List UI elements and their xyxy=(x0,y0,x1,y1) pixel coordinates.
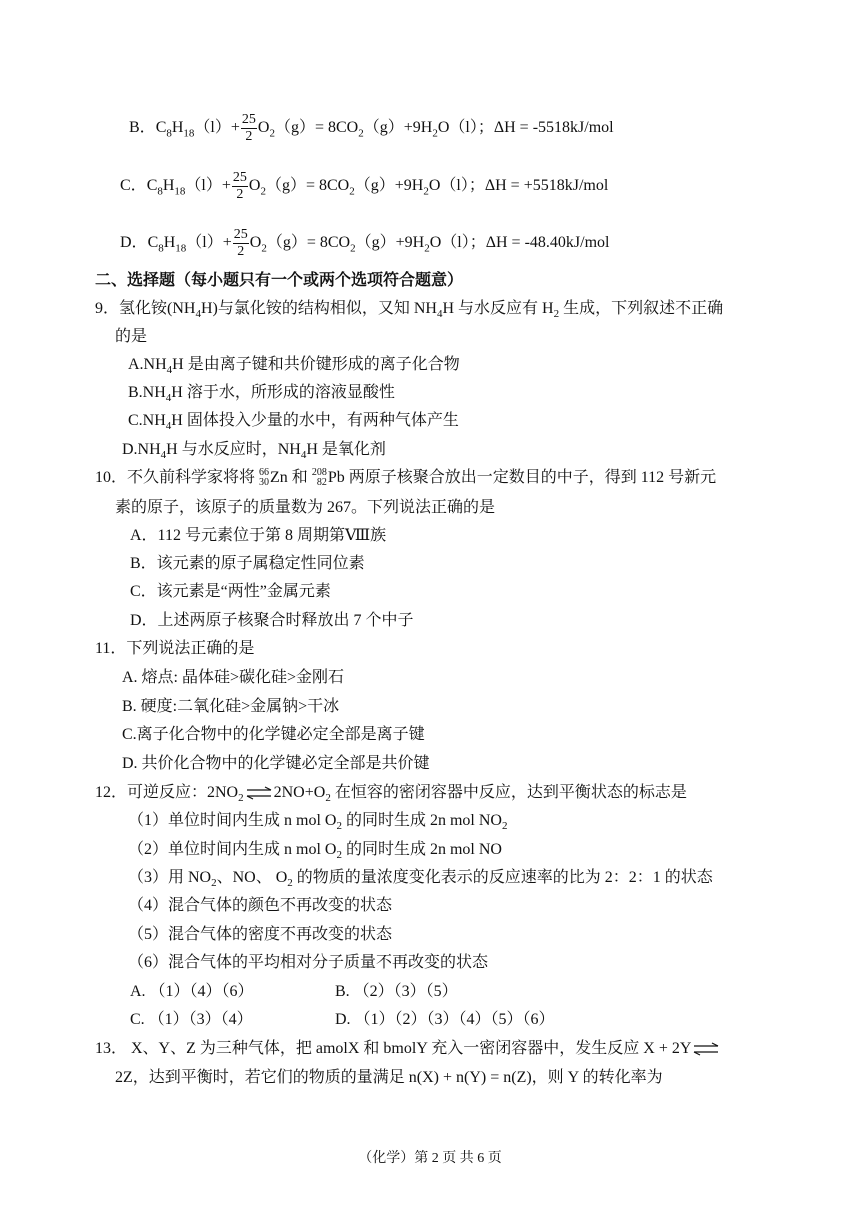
q9-option-D: $D.NH_4H$ 与水反应时，$NH_4H$ 是氧化剂 xyxy=(122,441,386,462)
option-B-thermo-equation: B．$C_8H_{18}(l)+$ $\frac{25}{2}$ $O_2(g)= 8CO_2(g)+9H_2O(l)$；ΔH = -5518kJ/mol xyxy=(129,112,614,144)
q12-condition-5: （5）混合气体的密度不再改变的状态 xyxy=(128,926,393,943)
q12-condition-3: （3）用 $NO_2$、NO、 $O_2$ 的物质的量浓度变化表示的反应速率的比为 2：2：1 的状态 xyxy=(128,869,713,890)
q11-stem: 11．下列说法正确的是 xyxy=(95,640,255,657)
q9-stem-cont: 的是 xyxy=(115,328,148,345)
q12-option-A: A. （1）（4）（6） xyxy=(130,983,254,1000)
fraction: $\frac{25}{2}$ xyxy=(241,112,256,144)
q12-option-B: B. （2）（3）（5） xyxy=(335,983,458,1000)
option-D-thermo-equation: D．$C_8H_{18}(l)+$ $\frac{25}{2}$ $O_2(g)= 8CO_2(g)+9H_2O(l)$；ΔH = -48.40kJ/mol xyxy=(120,227,610,259)
q10-option-C: C．该元素是“两性”金属元素 xyxy=(130,583,331,600)
nuclide-pb: 208 82 xyxy=(311,467,327,489)
q11-option-D: D. 共价化合物中的化学键必定全部是共价键 xyxy=(122,755,430,772)
q12-condition-6: （6）混合气体的平均相对分子质量不再改变的状态 xyxy=(128,954,489,971)
q9-option-A: $A.NH_4H$ 是由离子键和共价键形成的离子化合物 xyxy=(128,356,460,377)
q11-option-C: C.离子化合物中的化学键必定全部是离子键 xyxy=(122,726,425,743)
q13-stem: 13． X、Y、Z 为三种气体，把 amolX 和 bmolY 充入一密闭容器中，发生反应 X + 2Y xyxy=(95,1039,721,1059)
section-heading: 二、选择题（每小题只有一个或两个选项符合题意） xyxy=(95,272,464,289)
q12-stem: 12．可逆反应：$2NO_2$ $2NO+O_2$ 在恒容的密闭容器中反应，达到平衡状态的标志是 xyxy=(95,784,687,805)
q12-option-C: C. （1）（3）（4） xyxy=(130,1011,253,1028)
q9-option-B: $B.NH_4H$ 溶于水，所形成的溶液显酸性 xyxy=(128,384,395,405)
equilibrium-arrow-icon xyxy=(693,1042,719,1056)
q11-option-A: A. 熔点: 晶体硅>碳化硅>金刚石 xyxy=(122,669,345,686)
q10-option-A: A．112 号元素位于第 8 周期第Ⅷ族 xyxy=(130,527,387,544)
nuclide-zn: 66 30 xyxy=(259,467,270,489)
q10-stem-cont: 素的原子，该原子的质量数为 267。下列说法正确的是 xyxy=(115,499,496,516)
q10-option-B: B．该元素的原子属稳定性同位素 xyxy=(130,555,365,572)
q11-option-B: B. 硬度:二氧化硅>金属钠>干冰 xyxy=(122,698,340,715)
equilibrium-arrow-icon xyxy=(246,786,272,800)
q9-stem: 9．氢化铵$(NH_4H)$与氯化铵的结构相似，又知 $NH_4H$ 与水反应有 $H_2$ 生成，下列叙述不正确 xyxy=(95,300,724,321)
page-footer: （化学）第 2 页 共 6 页 xyxy=(358,1151,502,1166)
q12-condition-4: （4）混合气体的颜色不再改变的状态 xyxy=(128,897,393,914)
q12-condition-1: （1）单位时间内生成 n mol $O_2$ 的同时生成 2n mol $NO_2$ xyxy=(128,812,508,833)
q10-stem: 10．不久前科学家将将 66 30 Zn 和 208 82 Pb 两原子核聚合放出一定数目的中子，得到 112 号新元 xyxy=(95,467,717,489)
option-C-thermo-equation: C．$C_8H_{18}(l)+$ $\frac{25}{2}$ $O_2(g)= 8CO_2(g)+9H_2O(l)$；ΔH = +5518kJ/mol xyxy=(120,170,609,202)
fraction: $\frac{25}{2}$ xyxy=(232,170,247,202)
q12-option-D: D. （1）（2）（3）（4）（5）（6） xyxy=(335,1011,555,1028)
q10-option-D: D．上述两原子核聚合时释放出 7 个中子 xyxy=(130,612,414,629)
q13-stem-cont: 2Z，达到平衡时，若它们的物质的量满足 n(X) + n(Y) = n(Z)，则 Y 的转化率为 xyxy=(115,1069,663,1086)
q9-option-C: $C.NH_4H$ 固体投入少量的水中，有两种气体产生 xyxy=(128,412,459,433)
q12-condition-2: （2）单位时间内生成 n mol $O_2$ 的同时生成 2n mol NO xyxy=(128,841,502,862)
fraction: $\frac{25}{2}$ xyxy=(233,227,248,259)
